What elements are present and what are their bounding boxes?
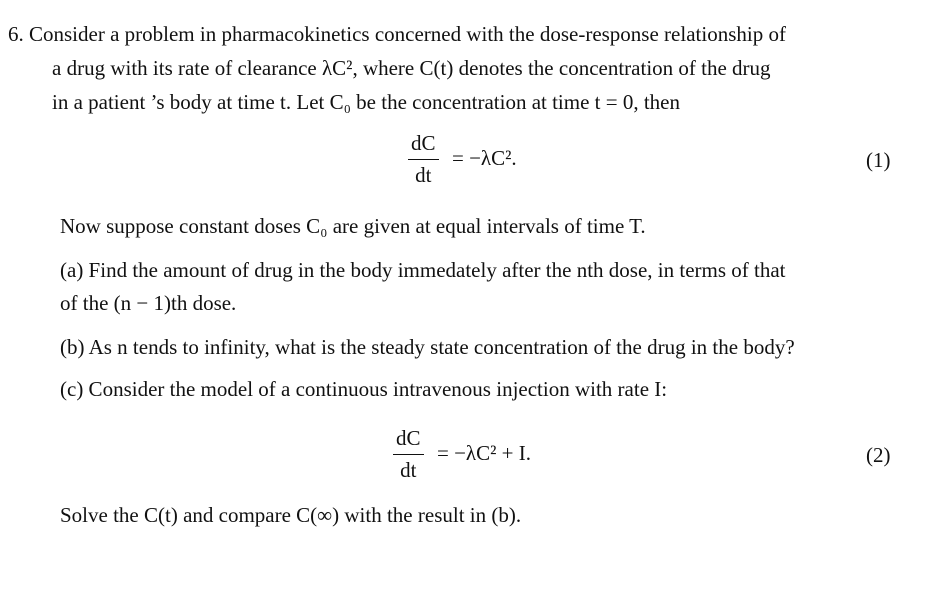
problem-intro-line-1: [8, 24, 786, 45]
fraction-bar: [393, 454, 424, 455]
equation-2-fraction: [393, 426, 424, 483]
now-suppose-text: Now suppose constant doses C₀ are given at equal intervals of time T.: [60, 214, 646, 238]
equation-1-label: (1): [866, 148, 891, 172]
problem-intro-line-3: in a patient ’s body at time t. Let C₀ be the concentration at time t = 0, then: [52, 90, 681, 114]
problem-number: 6.: [8, 22, 24, 46]
equation-1-fraction: [408, 131, 439, 188]
part-a-line-1: (a) Find the amount of drug in the body immedately after the nth dose, in terms of that: [60, 258, 786, 282]
closing-text: Solve the C(t) and compare C(∞) with the result in (b).: [60, 503, 522, 527]
intro-text-1: Consider a problem in pharmacokinetics concerned with the dose-response relationship of: [29, 22, 786, 46]
equation-2-rhs: = −λC² + I.: [437, 441, 532, 465]
equation-1-rhs: = −λC².: [452, 146, 517, 170]
equation-1-numerator: dC: [411, 131, 436, 155]
equation-2-label: (2): [866, 443, 891, 467]
equation-2-numerator: dC: [396, 426, 421, 450]
equation-2-denominator: dt: [400, 458, 417, 482]
equation-1-denominator: dt: [415, 163, 432, 187]
part-a-line-2: of the (n − 1)th dose.: [60, 291, 237, 315]
problem-intro-line-2: a drug with its rate of clearance λC², where C(t) denotes the concentration of the drug: [52, 56, 771, 80]
part-c-text: (c) Consider the model of a continuous intravenous injection with rate I:: [60, 377, 668, 401]
part-b-text: (b) As n tends to infinity, what is the steady state concentration of the drug in the body?: [60, 335, 795, 359]
fraction-bar: [408, 159, 439, 160]
